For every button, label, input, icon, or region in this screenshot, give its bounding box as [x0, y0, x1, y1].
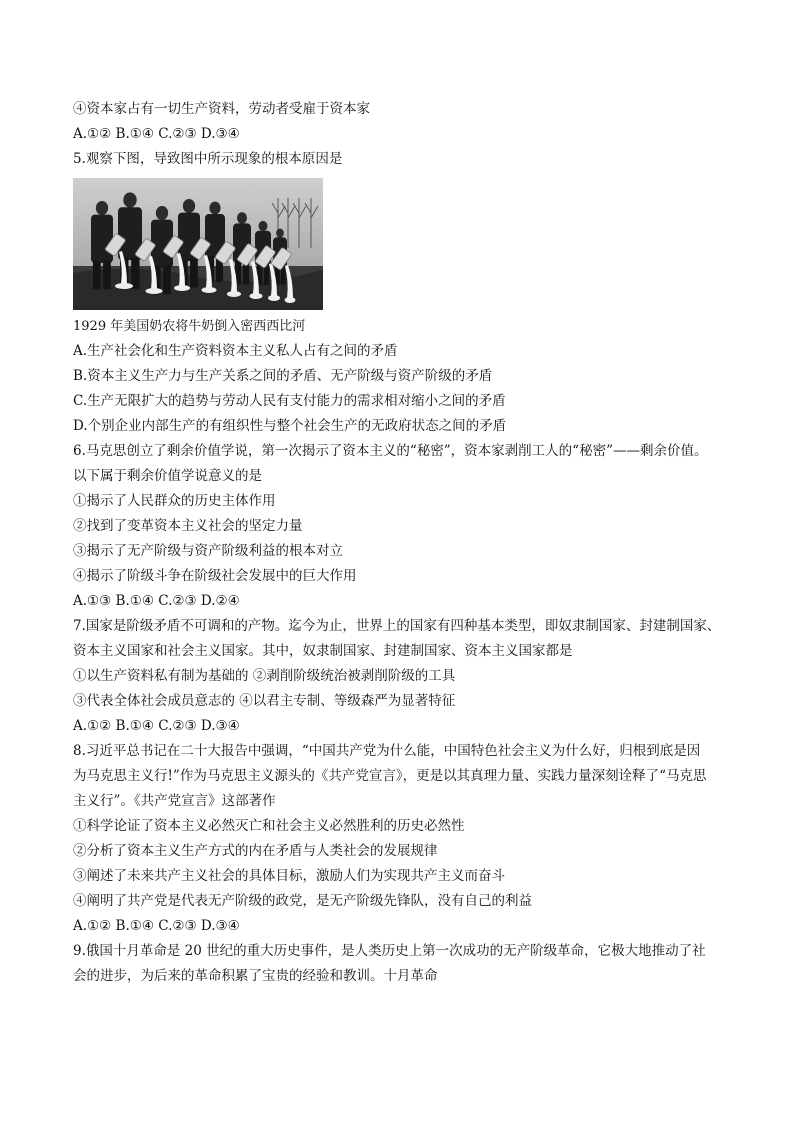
text-line: 8.习近平总书记在二十大报告中强调，“中国共产党为什么能，中国特色社会主义为什么好，归根到底是因	[73, 743, 701, 759]
text-line: 6.马克思创立了剩余价值学说，第一次揭示了资本主义的“秘密”，资本家剥削工人的“秘密”——剩余价值。	[73, 443, 708, 459]
text-line: D.个别企业内部生产的有组织性与整个社会生产的无政府状态之间的矛盾	[73, 418, 507, 434]
text-line: B.资本主义生产力与生产关系之间的矛盾、无产阶级与资产阶级的矛盾	[73, 368, 493, 384]
text-line: 9.俄国十月革命是 20 世纪的重大历史事件，是人类历史上第一次成功的无产阶级革命，它极大地推动了社	[73, 943, 706, 959]
text-line: ③揭示了无产阶级与资产阶级利益的根本对立	[73, 543, 343, 559]
text-line: A.生产社会化和生产资料资本主义私人占有之间的矛盾	[73, 343, 398, 359]
text-line: ③代表全体社会成员意志的 ④以君主专制、等级森严为显著特征	[73, 693, 456, 709]
text-line: 5.观察下图，导致图中所示现象的根本原因是	[73, 151, 343, 167]
text-line: 以下属于剩余价值学说意义的是	[73, 468, 262, 484]
text-line: 资本主义国家和社会主义国家。其中，奴隶制国家、封建制国家、资本主义国家都是	[73, 643, 573, 659]
text-line: ②找到了变革资本主义社会的坚定力量	[73, 518, 303, 534]
text-line: ④阐明了共产党是代表无产阶级的政党，是无产阶级先锋队，没有自己的利益	[73, 893, 532, 909]
text-line: A.①② B.①④ C.②③ D.③④	[73, 718, 240, 734]
text-line: ④揭示了阶级斗争在阶级社会发展中的巨大作用	[73, 568, 357, 584]
text-line: ①以生产资料私有制为基础的 ②剥削阶级统治被剥削阶级的工具	[73, 668, 456, 684]
figure-caption: 1929 年美国奶农将牛奶倒入密西西比河	[73, 319, 306, 334]
text-line: ③阐述了未来共产主义社会的具体目标，激励人们为实现共产主义而奋斗	[73, 868, 505, 884]
text-line: A.①② B.①④ C.②③ D.③④	[73, 918, 240, 934]
text-line: 会的进步，为后来的革命积累了宝贵的经验和教训。十月革命	[73, 968, 438, 984]
text-line: ①揭示了人民群众的历史主体作用	[73, 493, 276, 509]
text-line: ①科学论证了资本主义必然灭亡和社会主义必然胜利的历史必然性	[73, 818, 465, 834]
figure	[73, 178, 723, 312]
text-line: 主义行”。《共产党宣言》这部著作	[73, 793, 276, 809]
text-line: C.生产无限扩大的趋势与劳动人民有支付能力的需求相对缩小之间的矛盾	[73, 393, 506, 409]
text-line: ②分析了资本主义生产方式的内在矛盾与人类社会的发展规律	[73, 843, 438, 859]
text-line: A.①② B.①④ C.②③ D.③④	[73, 126, 240, 142]
document-body	[73, 97, 723, 989]
text-line: 7.国家是阶级矛盾不可调和的产物。迄今为止，世界上的国家有四种基本类型，即奴隶制国家、封建制国家、	[73, 618, 721, 634]
text-line: 为马克思主义行!”作为马克思主义源头的《共产党宣言》，更是以其真理力量、实践力量深刻诠释了“马克思	[73, 768, 707, 784]
text-line: ④资本家占有一切生产资料，劳动者受雇于资本家	[73, 101, 370, 117]
text-line: A.①③ B.①④ C.②③ D.②④	[73, 593, 240, 609]
milk-dumping-photo	[73, 178, 323, 310]
